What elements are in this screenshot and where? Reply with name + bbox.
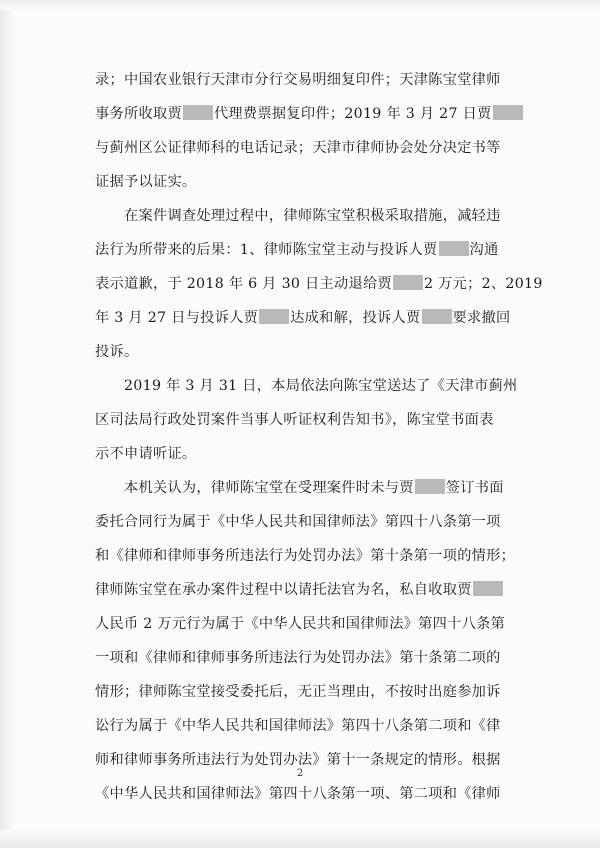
text-line [95, 335, 550, 369]
text-segment: 与蓟州区公证律师科的电话记录；天津市律师协会处分决定书等 [95, 140, 501, 156]
text-segment: 2 万元；2、2019 [423, 276, 543, 292]
redaction-box [393, 275, 423, 290]
text-segment: 在案件调查处理过程中，律师陈宝堂积极采取措施，减轻违 [95, 208, 501, 224]
text-line [95, 777, 550, 811]
text-line [95, 607, 550, 641]
text-segment: 代理费票据复印件；2019 年 3 月 27 日贾 [213, 106, 492, 122]
text-line [95, 369, 550, 403]
text-segment: 录；中国农业银行天津市分行交易明细复印件；天津陈宝堂律师 [95, 72, 501, 88]
text-segment: 投诉。 [95, 344, 139, 360]
text-segment: 法行为所带来的后果：1、律师陈宝堂主动与投诉人贾 [95, 242, 438, 258]
document-body [95, 63, 550, 811]
text-segment: 区司法局行政处罚案件当事人听证权利告知书》，陈宝堂书面表 [95, 412, 494, 428]
redaction-box [473, 581, 503, 596]
redaction-box [183, 105, 213, 120]
text-segment: 师和律师事务所违法行为处罚办法》第十一条规定的情形。根据 [95, 752, 501, 768]
page-number: 2 [296, 768, 304, 779]
redaction-box [439, 241, 469, 256]
text-segment: 《中华人民共和国律师法》第四十八条第一项、第二项和《律师 [95, 786, 501, 802]
text-line [95, 539, 550, 573]
text-segment: 签订书面 [445, 480, 504, 496]
text-segment: 证据予以证实。 [95, 174, 197, 190]
redaction-box [415, 479, 445, 494]
text-line [95, 675, 550, 709]
text-line [95, 505, 550, 539]
text-line [95, 403, 550, 437]
text-segment: 和《律师和律师事务所违法行为处罚办法》第十条第一项的情形； [95, 548, 516, 564]
text-line [95, 165, 550, 199]
text-segment: 律师陈宝堂在承办案件过程中以请托法官为名，私自收取贾 [95, 582, 472, 598]
text-line [95, 63, 550, 97]
text-segment: 本机关认为，律师陈宝堂在受理案件时未与贾 [95, 480, 414, 496]
text-segment: 表示道歉，于 2018 年 6 月 30 日主动退给贾 [95, 276, 392, 292]
text-line [95, 131, 550, 165]
text-line [95, 301, 550, 335]
scan-shadow-bottom [0, 830, 600, 848]
text-line [95, 199, 550, 233]
text-segment: 达成和解，投诉人贾 [290, 310, 421, 326]
scan-shadow-left [0, 0, 14, 848]
text-segment: 沟通 [469, 242, 499, 258]
text-line [95, 573, 550, 607]
text-line [95, 233, 550, 267]
text-segment: 讼行为属于《中华人民共和国律师法》第四十八条第二项和《律 [95, 718, 501, 734]
text-line [95, 641, 550, 675]
text-line [95, 97, 550, 131]
text-segment: 人民币 2 万元行为属于《中华人民共和国律师法》第四十八条第 [95, 616, 506, 632]
text-segment: 年 3 月 27 日与投诉人贾 [95, 310, 259, 326]
redaction-box [259, 309, 289, 324]
text-segment: 情形；律师陈宝堂接受委托后，无正当理由，不按时出庭参加诉 [95, 684, 501, 700]
text-segment: 2019 年 3 月 31 日，本局依法向陈宝堂送达了《天津市蓟州 [95, 378, 518, 394]
scan-shadow-top [0, 0, 600, 10]
text-segment: 要求撤回 [452, 310, 511, 326]
redaction-box [422, 309, 452, 324]
text-segment: 事务所收取贾 [95, 106, 182, 122]
text-line [95, 471, 550, 505]
text-segment: 委托合同行为属于《中华人民共和国律师法》第四十八条第一项 [95, 514, 501, 530]
text-line [95, 267, 550, 301]
redaction-box [493, 105, 523, 120]
text-line [95, 709, 550, 743]
text-line [95, 437, 550, 471]
text-segment: 示不申请听证。 [95, 446, 197, 462]
text-segment: 一项和《律师和律师事务所违法行为处罚办法》第十条第二项的 [95, 650, 501, 666]
